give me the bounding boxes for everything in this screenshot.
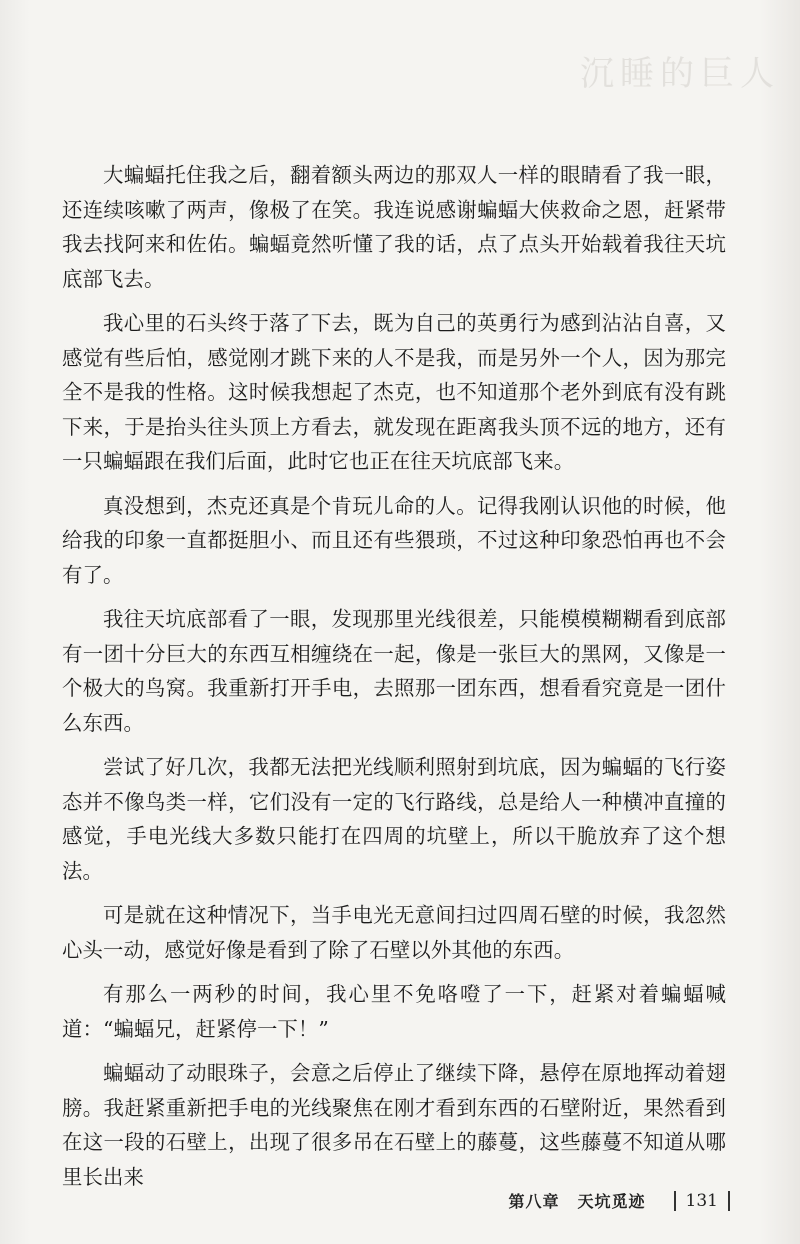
paragraph-5: 尝试了好几次，我都无法把光线顺利照射到坑底，因为蝙蝠的飞行姿态并不像鸟类一样，它们没有一定的飞行路线，总是给人一种横冲直撞的感觉，手电光线大多数只能打在四周的坑壁上，所以干脆放弃了这个想法。 [62, 755, 726, 883]
page-footer [509, 1189, 730, 1212]
paragraph-1: 大蝙蝠托住我之后，翻着额头两边的那双人一样的眼睛看了我一眼，还连续咳嗽了两声，像极了在笑。我连说感谢蝙蝠大侠救命之恩，赶紧带我去找阿来和佐佑。蝙蝠竟然听懂了我的话，点了点头开始载着我往天坑底部飞去。 [62, 163, 726, 291]
footer-chapter-title: 天坑觅迹 [577, 1192, 646, 1211]
body-text [62, 158, 726, 1204]
paragraph-7: 有那么一两秒的时间，我心里不免咯噔了一下，赶紧对着蝙蝠喊道：“蝙蝠兄，赶紧停一下！” [62, 982, 726, 1041]
paragraph-8: 蝙蝠动了动眼珠子，会意之后停止了继续下降，悬停在原地挥动着翅膀。我赶紧重新把手电的光线聚焦在刚才看到东西的石壁附近，果然看到在这一段的石壁上，出现了很多吊在石壁上的藤蔓，这些藤蔓不知道从哪里长出来 [62, 1061, 726, 1189]
page-number: 131 [685, 1190, 718, 1211]
paragraph-6: 可是就在这种情况下，当手电光无意间扫过四周石壁的时候，我忽然心头一动，感觉好像是看到了除了石壁以外其他的东西。 [62, 903, 726, 962]
footer-chapter: 第八章 [508, 1192, 560, 1211]
paragraph-4: 我往天坑底部看了一眼，发现那里光线很差，只能模模糊糊看到底部有一团十分巨大的东西互相缠绕在一起，像是一张巨大的黑网，又像是一个极大的鸟窝。我重新打开手电，去照那一团东西，想看看究竟是一团什么东西。 [62, 607, 726, 735]
footer-divider-right [728, 1191, 730, 1211]
running-header-ghost: 沉睡的巨人 [580, 54, 780, 92]
paragraph-3: 真没想到，杰克还真是个肯玩儿命的人。记得我刚认识他的时候，他给我的印象一直都挺胆小、而且还有些猥琐，不过这种印象恐怕再也不会有了。 [62, 493, 726, 587]
paragraph-2: 我心里的石头终于落了下去，既为自己的英勇行为感到沾沾自喜，又感觉有些后怕，感觉刚才跳下来的人不是我，而是另外一个人，因为那完全不是我的性格。这时候我想起了杰克，也不知道那个老外到底有没有跳下来，于是抬头往头顶上方看去，就发现在距离我头顶不远的地方，还有一只蝙蝠跟在我们后面，此时它也正在往天坑底部飞来。 [62, 311, 726, 473]
footer-divider-left [674, 1191, 676, 1211]
